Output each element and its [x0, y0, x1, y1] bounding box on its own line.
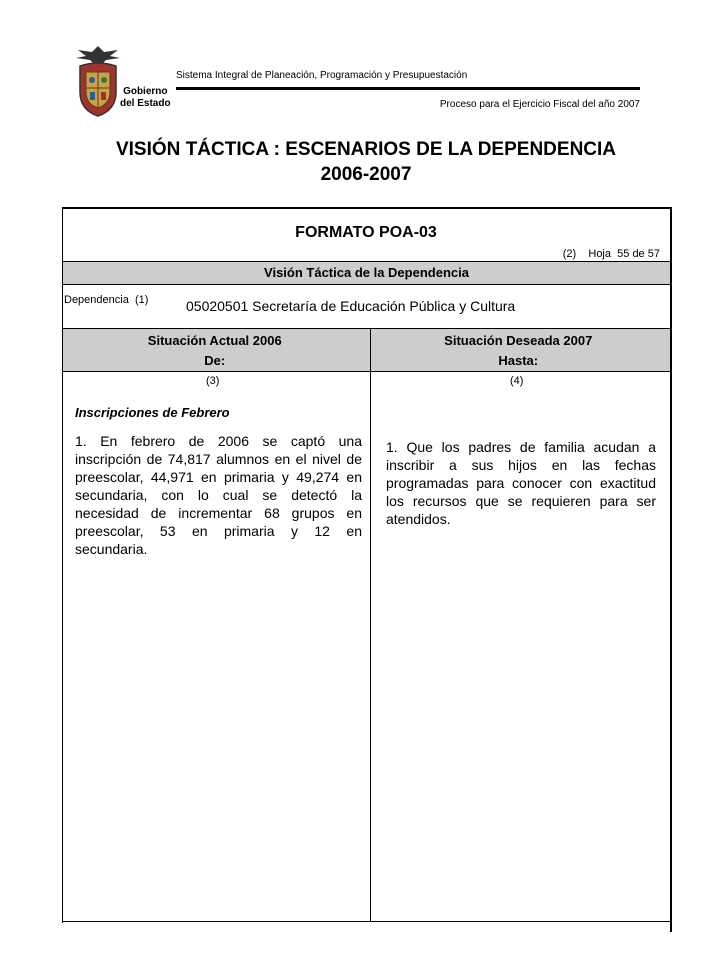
header-rule — [176, 87, 640, 90]
left-column-header — [63, 329, 367, 371]
left-column-text: 1. En febrero de 2006 se captó una inscripción de 74,817 alumnos en el nivel de preescolar, 44,971 en primaria y 49,274 en secundaria, con lo cual se detectó la necesidad de incrementar 68 grupos en preescolar, 53 en primaria y 12 en secundaria. — [75, 433, 362, 557]
form-bottom-border — [62, 921, 672, 922]
left-column-title: Situación Actual 2006 — [147, 333, 282, 348]
document-title — [60, 137, 672, 187]
form-name: FORMATO POA-03 — [295, 224, 437, 241]
dependency-label: Dependencia — [64, 294, 129, 306]
title-line-1: VISIÓN TÁCTICA : ESCENARIOS DE LA DEPENDENCIA — [115, 139, 617, 160]
left-column-heading: Inscripciones de Febrero — [75, 405, 230, 420]
logo-caption-line-2: del Estado — [120, 98, 171, 109]
logo-caption-line-1: Gobierno — [123, 86, 168, 97]
form-right-border — [670, 207, 672, 932]
process-text: Proceso para el Ejercicio Fiscal del año 2007 — [439, 99, 640, 110]
right-column-text: 1. Que los padres de familia acudan a inscribir a sus hijos en las fechas programadas para conocer con exactitud los recursos que se requieren para ser atendidos. — [386, 439, 656, 527]
left-column-subtitle: De: — [204, 353, 226, 368]
title-line-2: 2006-2007 — [320, 164, 412, 185]
columns-header-band — [63, 328, 670, 372]
system-name: Sistema Integral de Planeación, Programación y Presupuestación — [176, 70, 468, 81]
dependency-ref: (1) — [134, 294, 149, 306]
right-column-ref: (4) — [510, 375, 524, 387]
page-ref: (2) — [562, 248, 577, 260]
right-column-subtitle: Hasta: — [498, 353, 539, 368]
government-caption — [120, 86, 171, 110]
column-separator — [370, 328, 371, 921]
page-label: Hoja — [588, 248, 611, 260]
page-of: de — [632, 248, 645, 260]
dependency-label-group — [64, 294, 148, 306]
dependency-value: 05020501 Secretaría de Educación Pública y Cultura — [186, 298, 516, 314]
section-title-band — [63, 261, 670, 285]
state-coat-of-arms-logo — [72, 42, 124, 120]
page-total: 57 — [647, 248, 660, 260]
section-title: Visión Táctica de la Dependencia — [264, 265, 469, 280]
right-column-header — [367, 329, 671, 371]
form-frame — [62, 207, 671, 923]
left-column-ref: (3) — [206, 375, 220, 387]
right-column-title: Situación Deseada 2007 — [444, 333, 593, 348]
page-indicator — [563, 248, 660, 260]
page-current: 55 — [617, 248, 630, 260]
